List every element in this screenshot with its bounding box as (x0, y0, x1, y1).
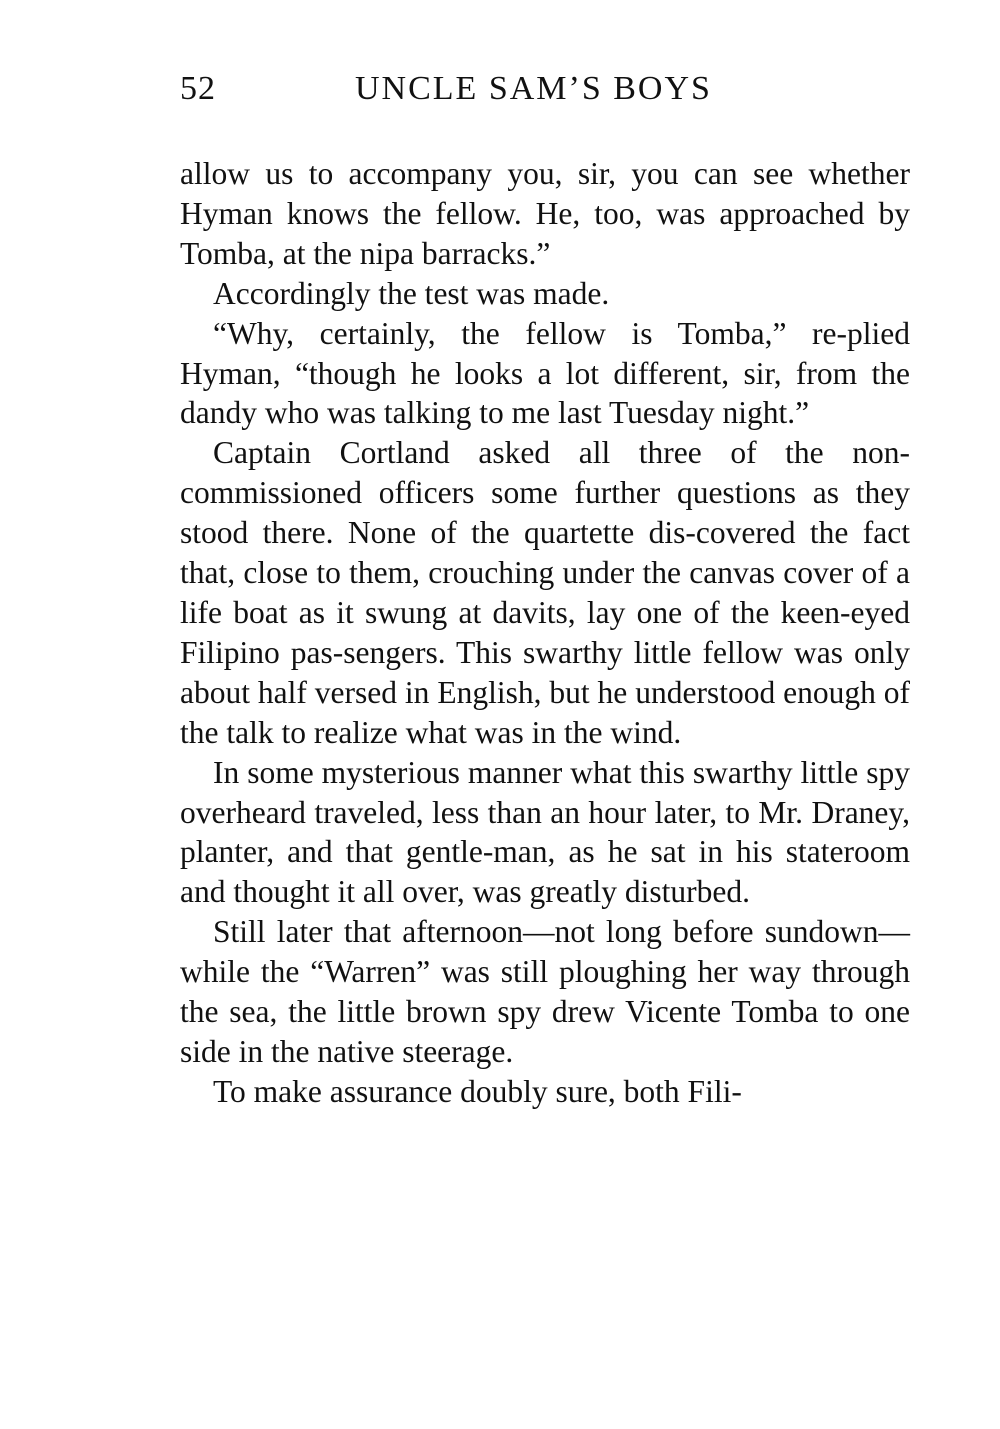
body-text (180, 154, 910, 1112)
paragraph: “Why, certainly, the fellow is Tomba,” re-plied Hyman, “though he looks a lot different, sir, from the dandy who was talking to me last Tuesday night.” (180, 315, 910, 431)
paragraph: Accordingly the test was made. (213, 275, 610, 311)
running-title: UNCLE SAM’S BOYS (355, 70, 712, 107)
running-head (180, 70, 910, 120)
paragraph: Captain Cortland asked all three of the non-commissioned officers some further questions as they stood there. None of the quartette dis-covered the fact that, close to them, crouching under the canvas cover of a life boat as it swung at davits, lay one of the keen-eyed Filipino pas-sengers. This swarthy little fellow was only about half versed in English, but he understood enough of the talk to realize what was in the wind. (180, 435, 910, 750)
paragraph: Still later that afternoon—not long before sundown—while the “Warren” was still ploughing her way through the sea, the little brown spy drew Vicente Tomba to one side in the native steerage. (180, 914, 910, 1069)
paragraph: In some mysterious manner what this swarthy little spy overheard traveled, less than an hour later, to Mr. Draney, planter, and that gentle-man, as he sat in his stateroom and thought it all over, was greatly disturbed. (180, 754, 910, 910)
paragraph: To make assurance doubly sure, both Fili- (213, 1073, 742, 1109)
page-number: 52 (180, 70, 216, 107)
paragraph-continued: allow us to accompany you, sir, you can see whether Hyman knows the fellow. He, too, was approached by Tomba, at the nipa barracks.” (180, 156, 910, 271)
